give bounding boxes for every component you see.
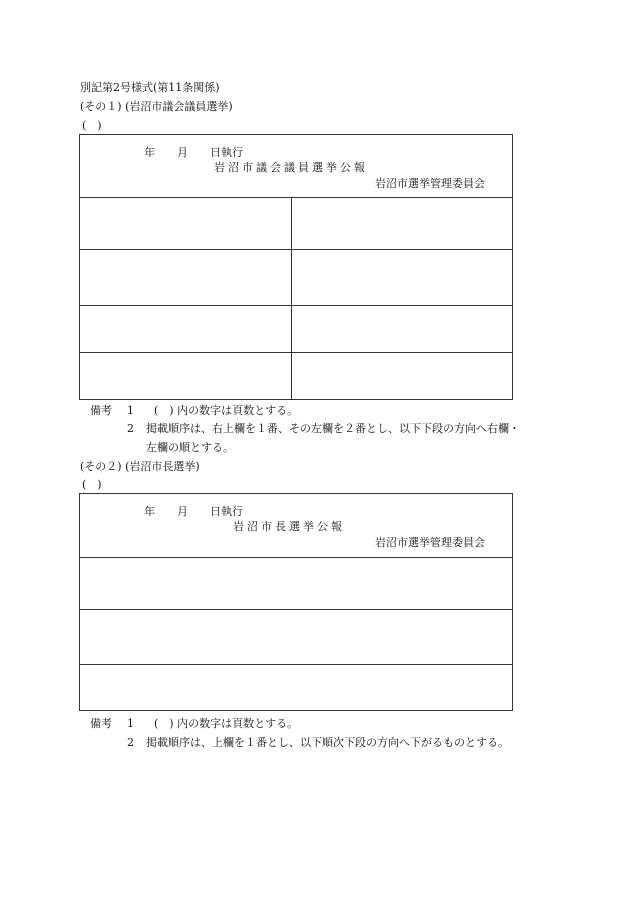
notes2-item2-number: 2 <box>127 736 134 749</box>
notes2-item1-number: 1 <box>127 717 134 730</box>
notes1-item2-continuation: 左欄の順とする。 <box>146 441 234 454</box>
part1-heading: (その１) (岩沼市議会議員選挙) <box>80 100 233 113</box>
part2-page-number: ( ) <box>82 478 102 491</box>
part1-issuer: 岩沼市選挙管理委員会 <box>375 177 485 190</box>
part1-page-number: ( ) <box>82 119 102 132</box>
part1-column-divider <box>291 197 292 400</box>
part2-heading: (その２) (岩沼市長選挙) <box>80 460 200 473</box>
part2-gazette-title: 岩沼市長選挙公報 <box>233 520 345 533</box>
notes1-item1-number: 1 <box>127 404 134 417</box>
part1-row-divider <box>79 352 513 353</box>
notes1-item2-number: 2 <box>127 422 134 435</box>
part2-issuer: 岩沼市選挙管理委員会 <box>375 536 485 549</box>
part1-header-divider <box>79 197 513 198</box>
part2-row-divider <box>79 664 513 665</box>
notes2-label: 備考 <box>90 717 112 730</box>
notes1-label: 備考 <box>90 404 112 417</box>
part1-row-divider <box>79 249 513 250</box>
part1-row-divider <box>79 305 513 306</box>
part2-row-divider <box>79 609 513 610</box>
form-title: 別記第2号様式(第11条関係) <box>80 81 220 94</box>
notes1-item2-text: 掲載順序は、右上欄を１番、その左欄を２番とし、以下下段の方向へ右欄・ <box>146 422 520 435</box>
part1-gazette-title: 岩沼市議会議員選挙公報 <box>214 161 368 174</box>
notes2-item2-text: 掲載順序は、上欄を１番とし、以下順次下段の方向へ下がるものとする。 <box>146 736 509 749</box>
part2-header-divider <box>79 557 513 558</box>
part1-date-line: 年 月 日執行 <box>144 146 243 159</box>
notes1-item1-text: ( ) 内の数字は頁数とする。 <box>154 404 299 417</box>
notes2-item1-text: ( ) 内の数字は頁数とする。 <box>154 717 299 730</box>
part2-date-line: 年 月 日執行 <box>144 505 243 518</box>
